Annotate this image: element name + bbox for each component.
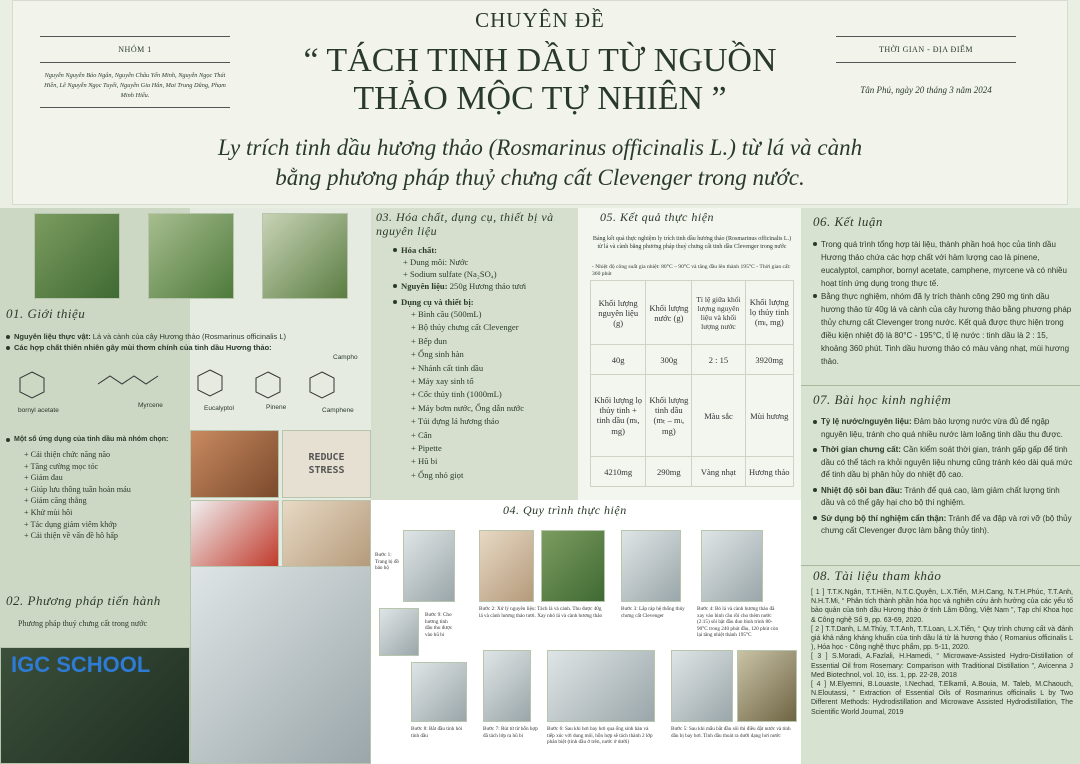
conclusion-text [813, 238, 1075, 368]
step-4-photo [701, 530, 763, 602]
step-1-label: Bước 1: Trang bị đồ bảo hộ [375, 552, 400, 571]
process-section [371, 500, 801, 764]
chem-label: Hóa chất: [401, 245, 438, 255]
step-5-label: Bước 5: Sau khi mẫu bắt đầu sôi thì điều đặt nước và tinh dầu bị bay hơi. Tinh dầu thoát ra dưới dạng hơi nước [671, 726, 791, 739]
tool-item: + Hũ bi [411, 456, 438, 467]
app-item: + Tác dụng giảm viêm khớp [24, 519, 117, 529]
lessons-title: 07. Bài học kinh nghiệm [813, 392, 952, 407]
material-label: Nguyên liệu thực vật: [14, 332, 91, 341]
apps-label: Một số ứng dụng của tinh dầu mà nhóm chọn: [14, 436, 169, 443]
members-list: Nguyễn Nguyễn Bảo Ngân, Nguyễn Châu Yến Minh, Nguyễn Ngọc Thái Hiền, Lê Nguyễn Ngọc Tuyết, Nguyễn Gia Hân, Mai Trung Dũng, Phạm Minh Hiếu. [44, 72, 226, 99]
tool-item: + Túi đựng lá hương thảo [411, 416, 500, 427]
results-title: 05. Kết quả thực hiện [600, 210, 715, 224]
step-2-label: Bước 2: Xử lý nguyên liệu: Tách lá và cành. Thu được 40g lá và cành hương thảo tươi. Xay nhỏ lá và cành hương thảo [479, 606, 603, 619]
rosemary-photo-3 [262, 213, 348, 299]
app-item: + Giúp lưu thông tuần hoàn máu [24, 484, 131, 494]
page-title [240, 42, 840, 118]
group-label: NHÓM 1 [118, 45, 152, 54]
rosemary-photo-1 [34, 213, 120, 299]
intro-title: 01. Giới thiệu [6, 306, 86, 321]
apps-list [24, 449, 192, 542]
method-section [0, 575, 190, 764]
table-cell: Khối lượng nước (g) [646, 281, 692, 345]
tool-item: + Nhánh cất tinh dầu [411, 362, 484, 373]
solvent-item: + Dung môi: Nước [403, 257, 469, 267]
camphene-structure [310, 372, 334, 398]
lesson-text: Đảm bảo lượng nước vừa đủ để ngập nguyên liệu, tránh cho quá nhiều nước làm loãng tinh dầu thu được. [821, 417, 1063, 439]
intro-material [6, 331, 326, 353]
step-2-photo-a [479, 530, 534, 602]
chemicals-title: 03. Hóa chất, dụng cụ, thiết bị và nguyên liệu [376, 210, 554, 238]
title-line-2: THẢO MỘC TỰ NHIÊN ” [353, 80, 727, 117]
table-row [591, 457, 794, 487]
table-cell: 290mg [646, 457, 692, 487]
app-item: + Giảm căng thẳng [24, 496, 87, 506]
time-place-label: THỜI GIAN - ĐỊA ĐIỂM [879, 45, 973, 54]
lesson-label: Nhiệt độ sôi ban đầu: [821, 485, 903, 495]
tool-item: + Máy bơm nước, Ống dẫn nước [411, 402, 525, 413]
chem-myrcene: Myrcene [138, 402, 163, 409]
step-9-photo [379, 608, 419, 656]
subtitle [100, 133, 980, 193]
table-cell: Khối lượng lọ thủy tinh (mₗ, mg) [745, 281, 793, 345]
tool-item: + Bộ thủy chưng cất Clevenger [411, 322, 519, 333]
step-3-label: Bước 3: Lắp ráp hệ thống thủy chưng cất Clevenger [621, 606, 685, 619]
tool-item: + Ống sinh hàn [411, 349, 464, 360]
compounds-label: Các hợp chất thiên nhiên gây mùi thơm chính của tinh dầu Hương thảo: [14, 343, 272, 352]
lesson-label: Tỷ lệ nước/nguyên liệu: [821, 417, 912, 426]
bornyl-structure [20, 372, 44, 398]
app-item: + Cải thiện về vấn đề hô hấp [24, 531, 118, 541]
rosemary-photo-2 [148, 213, 234, 299]
chem-eucalyptol: Eucalyptol [204, 405, 234, 412]
reference-item: [ 2 ] T.T.Danh, L.M.Thủy, T.T.Anh, T.T.Loan, L.X.Tiến, “ Quy trình chưng cất và đánh giá khả năng kháng khuẩn của tinh dầu lá từ lá hương thảo ( Romanius officinalis L ), Hóa học - Công nghệ thực phẩm, pp. 5-11, 2020. [811, 625, 1073, 652]
lessons-list [813, 416, 1075, 538]
table-cell: Khối lượng nguyên liệu (g) [591, 281, 646, 345]
table-cell: Khối lượng lọ thủy tinh + tinh dầu (mₗ, mg) [591, 375, 646, 457]
step-6-photo [547, 650, 655, 722]
lesson-text: Cần kiểm soát thời gian, tránh gấp gấp để tinh dầu có thể tách ra khỏi nguyên liệu nhưng cũng tránh kéo dài quá mức để tinh dầu bị phân hủy do nhiệt độ cao. [821, 445, 1073, 479]
step-4-label: Bước 4: Bỏ lá và cành hương thảo đã xay vào bình cầu rồi cho thêm nước (2:15) sôi bật đầu đun bình trình 80-90°C trong 240 phút đầu, 120 phút còn lại tăng nhiệt thành 195°C [697, 606, 779, 638]
myrcene-structure [98, 376, 158, 384]
table-row [591, 345, 794, 375]
date-text: Tân Phú, ngày 20 tháng 3 năm 2024 [860, 85, 992, 95]
pinene-structure [256, 372, 280, 398]
tools-list [411, 308, 573, 482]
chem-camphene: Camphene [322, 407, 354, 414]
right-column [801, 208, 1080, 764]
apps-block [6, 434, 192, 542]
step-2-photo-b [541, 530, 605, 602]
tool-item: + Pipette [411, 443, 442, 454]
subtitle-line-1: Ly trích tinh dầu hương thảo (Rosmarinus officinalis L.) từ lá và cành [217, 135, 863, 160]
chem-structures [10, 364, 370, 420]
tool-item: + Ống nhỏ giọt [411, 469, 464, 480]
material-text-2: 250g Hương thảo tươi [449, 281, 527, 291]
group-block [40, 30, 230, 114]
material-label-2: Nguyên liệu: [401, 281, 448, 291]
lab-setup-photo [190, 566, 371, 764]
step-3-photo [621, 530, 681, 602]
references-title: 08. Tài liệu tham khảo [813, 568, 942, 583]
table-cell: Tỉ lệ giữa khối lượng nguyên liệu và khối lượng nước [692, 281, 745, 345]
table-cell: Vàng nhạt [692, 457, 745, 487]
tool-item: + Bình cầu (500mL) [411, 309, 482, 319]
subtitle-line-2: bằng phương pháp thuỷ chưng cất Clevenger trong nước. [275, 165, 805, 190]
results-condition: - Nhiệt độ công suất gia nhiệt: 80°C – 90°C và tăng đầu lên thành 195°C - Thời gian cất: 360 phút [592, 264, 791, 277]
method-title: 02. Phương pháp tiến hành [6, 593, 161, 608]
massage-photo [282, 500, 371, 568]
step-7-label: Bước 7: Rút từ từ hỗn hợp đã tách lớp ra hũ bi [483, 726, 538, 739]
table-row [591, 375, 794, 457]
chemicals-section [371, 208, 578, 500]
oil-bottles-photo [190, 430, 279, 498]
chem-campho: Campho [333, 354, 358, 361]
conclusion-p1: Trong quá trình tổng hợp tài liệu, thành phần hoá học của tinh dầu Hương thảo chứa các hợp chất với hàm lượng cao là pinene, eucalyptol, camphor, bornyl acetate, camphene, myrcene và có nhiều hoạt tính ứng dụng trong thực tế. [821, 240, 1067, 288]
lesson-text: Tránh để quá cao, làm giảm chất lượng tinh dầu và có thể gây hại cho bộ thí nghiệm. [821, 485, 1060, 507]
reference-item: [ 3 ] S.Moradi, A.Fazlali, H.Hamedi, “ Microwave-Assisted Hydro-Distillation of Essential Oil from Rosemary: Comparison with Traditional Distillation ”, Avicenna J Med Biotechnol, vol. 10, iss. 1, pp. 22-28, 2018 [811, 653, 1073, 679]
lesson-text: Tránh để va đập và rơi vỡ (bộ thủy chưng cất Clevenger được làm bằng thủy tinh). [821, 513, 1072, 535]
table-cell: 4210mg [591, 457, 646, 487]
step-9-label: Bước 9: Cho hương tinh dầu thu được vào hũ bi [425, 612, 453, 638]
method-text: Phương pháp thuỷ chưng cất trong nước [18, 619, 148, 628]
conclusion-title: 06. Kết luận [813, 214, 883, 229]
table-cell: 3920mg [745, 345, 793, 375]
tool-item: + Máy xay sinh tố [411, 376, 474, 387]
process-title: 04. Quy trình thực hiện [503, 503, 627, 517]
step-5-photo-a [671, 650, 733, 722]
table-cell: 2 : 15 [692, 345, 745, 375]
igc-logo: IGC SCHOOL [11, 652, 151, 677]
step-7-photo [483, 650, 531, 722]
step-8-label: Bước 8: Bắt đầu tinh hỏi tinh dầu [411, 726, 463, 739]
table-cell: Khối lượng tinh dầu (mₜ – mₗ, mg) [646, 375, 692, 457]
app-item: + Tăng cường mọc tóc [24, 461, 99, 471]
lesson-label: Thời gian chưng cất: [821, 445, 901, 454]
table-cell: Hương thảo [745, 457, 793, 487]
step-5-photo-b [737, 650, 797, 722]
tool-item: + Cân [411, 429, 432, 440]
reduce-stress-photo [282, 430, 371, 498]
reduce-stress-text: REDUCE STRESS [308, 452, 345, 476]
results-table [590, 280, 794, 487]
conclusion-p2: Bằng thực nghiệm, nhóm đã ly trích thành công 290 mg tinh dầu hương thảo từ 40g lá và cành của cây hương thảo bằng phương pháp thủy chưng cất Clevenger trong nước. Kết quả được thực hiện trong điều kiện nhiệt độ là 80°C - 195°C, tỉ lệ nước : tinh dầu là 2 : 15, khoảng 360 phút. Tinh dầu hương thảo có màu vàng nhạt, mùi hương thảo. [821, 292, 1072, 366]
tool-item: + Cốc thủy tinh (1000mL) [411, 389, 502, 400]
results-section [578, 208, 801, 500]
chem-bornyl: bornyl acetate [18, 407, 59, 414]
table-cell: 40g [591, 345, 646, 375]
app-item: + Khử mùi hôi [24, 507, 73, 517]
salt-item: + Sodium sulfate (Na₂SO₄) [403, 269, 497, 279]
header [0, 0, 1080, 208]
table-row [591, 281, 794, 345]
time-place-block [836, 30, 1016, 95]
chemicals-list [393, 244, 573, 482]
app-item: + Cải thiện chức năng não [24, 450, 111, 459]
eucalyptol-structure [198, 370, 222, 396]
step-1-photo [403, 530, 455, 602]
title-line-1: “ TÁCH TINH DẦU TỪ NGUỒN [303, 42, 777, 79]
chem-pinene: Pinene [266, 404, 287, 411]
results-caption: Bảng kết quả thực nghiệm ly trích tinh dầu hương thảo (Rosmarinus officinalis L.) từ lá và cành bằng phương pháp thuỷ chưng cất tinh dầu Clevenger trong nước [592, 236, 792, 250]
tool-item: + Bếp đun [411, 335, 447, 346]
topic-label: CHUYÊN ĐỀ [475, 8, 605, 32]
tools-label: Dụng cụ và thiết bị: [401, 297, 474, 307]
table-cell: Màu sắc [692, 375, 745, 457]
table-cell: Mùi hương [745, 375, 793, 457]
lesson-label: Sử dụng bộ thí nghiệm cẩn thận: [821, 513, 947, 523]
team-photo [0, 647, 190, 764]
app-item: + Giảm đau [24, 473, 63, 483]
reference-item: [ 1 ] T.T.K.Ngân, T.T.Hiền, N.T.C.Quyên, L.X.Tiến, M.H.Cang, N.T.H.Phúc, T.T.Anh, N.H.T.Mi, “ Phân tích thành phần hóa học và nghiên cứu ảnh hưởng của các yếu tố bảo quản của tinh dầu Hương thảo ở tỉnh Lâm Đồng, Việt Nam ”, Tạp chí Khoa học & Công nghệ Số 9, pp. 63-69, 2020. [811, 589, 1073, 624]
step-8-photo [411, 662, 467, 722]
reference-item: [ 4 ] M.Elyemni, B.Louaste, I.Nechad, T.Elkamli, A.Bouia, M. Taleb, M.Chaouch, N.Eloutassi, “ Extraction of Essential Oils of Rosmarinus officinalis L by Two Different Methods: Hydrodistillation and Microwave Assisted Hydrodistillation, The Scientific World Journal, 2019 [811, 681, 1073, 716]
references-list [811, 588, 1073, 717]
step-6-label: Bước 6: Sau khi hơi bay hơi qua ống sinh hàn và tiếp xúc với dung môi, hỗn hợp sẽ tách thành 2 lớp phân biệt (tinh dầu ở trên, nước ở dưới) [547, 726, 653, 745]
table-cell: 300g [646, 345, 692, 375]
blood-pressure-photo [190, 500, 279, 568]
material-text: Lá và cành của cây Hương thảo (Rosmarinus officinalis L) [92, 332, 287, 341]
